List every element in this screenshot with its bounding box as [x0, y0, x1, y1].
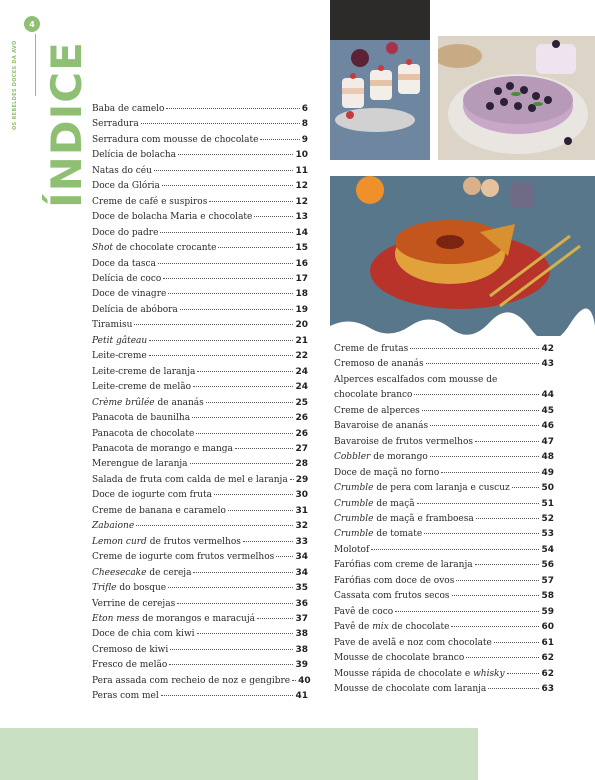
toc-entry[interactable]	[334, 450, 554, 465]
toc-entry-title: Baba de camelo	[92, 104, 165, 114]
toc-entry-title: Leite-creme	[92, 351, 147, 362]
toc-leader-dots	[430, 456, 540, 457]
side-divider	[35, 34, 36, 96]
toc-page-number: 39	[295, 660, 308, 671]
toc-entry[interactable]	[92, 303, 308, 318]
toc-entry-title: Doce de iogurte com fruta	[92, 490, 213, 501]
toc-leader-dots	[452, 595, 540, 596]
toc-entry-title: Petit gâteau	[92, 335, 148, 346]
toc-entry[interactable]	[92, 241, 308, 256]
toc-leader-dots	[178, 154, 293, 155]
toc-entry[interactable]	[92, 442, 308, 457]
toc-page-number: 30	[295, 490, 308, 501]
toc-entry-title: Farófias com creme de laranja	[334, 560, 473, 571]
toc-leader-dots	[170, 649, 293, 650]
toc-entry[interactable]	[334, 404, 554, 419]
toc-left-column	[92, 102, 311, 705]
toc-page-number: 18	[295, 289, 308, 300]
toc-leader-dots	[166, 108, 299, 109]
toc-entry[interactable]	[334, 589, 554, 604]
toc-page-number: 28	[295, 459, 308, 470]
toc-entry[interactable]	[92, 349, 308, 364]
toc-page-number: 61	[541, 637, 554, 648]
toc-page-number: 44	[541, 390, 554, 401]
toc-entry[interactable]	[334, 574, 554, 589]
toc-leader-dots	[149, 340, 293, 341]
toc-entry-title: Panacota de baunilha	[92, 413, 191, 424]
toc-page-number: 42	[541, 344, 554, 354]
toc-entry-title: Merengue de laranja	[92, 459, 188, 470]
toc-leader-dots	[193, 386, 293, 387]
toc-entry-title: Doce de maçã no forno	[334, 467, 440, 478]
toc-page-number: 37	[295, 613, 308, 624]
toc-leader-dots	[257, 618, 293, 619]
toc-leader-dots	[410, 348, 539, 349]
toc-leader-dots	[395, 611, 539, 612]
toc-page-number: 21	[295, 335, 308, 346]
toc-leader-dots	[192, 417, 293, 418]
toc-entry[interactable]	[92, 117, 308, 132]
toc-entry[interactable]	[334, 419, 554, 434]
toc-entry[interactable]	[92, 272, 308, 287]
toc-page-number: 63	[541, 683, 554, 694]
toc-leader-dots	[141, 123, 300, 124]
toc-entry[interactable]	[92, 257, 308, 272]
toc-entry[interactable]	[334, 682, 554, 697]
toc-entry-title: Peras com mel	[92, 691, 159, 702]
toc-page-number: 34	[295, 552, 308, 563]
toc-entry-title: Panacota de chocolate	[92, 428, 195, 439]
toc-leader-dots	[161, 695, 294, 696]
toc-entry[interactable]	[92, 519, 308, 534]
toc-leader-dots	[254, 216, 293, 217]
toc-page-number: 12	[295, 181, 308, 192]
toc-entry-title: Bavaroise de ananás	[334, 421, 429, 432]
toc-entry-title: Farófias com doce de ovos	[334, 575, 455, 586]
toc-entry-title: Pavê de coco	[334, 606, 394, 617]
toc-entry[interactable]	[92, 488, 308, 503]
toc-entry-title: Mousse rápida de chocolate e whisky	[334, 668, 505, 679]
toc-page-number: 53	[541, 529, 554, 540]
toc-entry-title: Creme de banana e caramelo	[92, 505, 226, 516]
toc-entry[interactable]	[92, 287, 308, 302]
toc-page-number: 9	[301, 134, 308, 145]
toc-entry-title: Doce do padre	[92, 227, 159, 238]
toc-page-number: 59	[541, 606, 554, 617]
toc-page-number: 58	[541, 591, 554, 602]
toc-leader-dots	[456, 580, 539, 581]
toc-page-number: 52	[541, 513, 554, 524]
toc-entry-title: chocolate branco	[334, 390, 413, 401]
toc-entry-title: Lemon curd de frutos vermelhos	[92, 536, 241, 547]
toc-entry[interactable]	[92, 535, 308, 550]
toc-entry[interactable]	[334, 558, 554, 573]
toc-entry-title: Delícia de coco	[92, 273, 162, 284]
toc-entry-title: Cremoso de ananás	[334, 359, 424, 370]
toc-entry[interactable]	[92, 396, 308, 411]
toc-entry[interactable]	[92, 148, 308, 163]
toc-page-number: 49	[541, 467, 554, 478]
toc-leader-dots	[292, 680, 296, 681]
toc-leader-dots	[235, 448, 294, 449]
toc-leader-dots	[441, 472, 539, 473]
toc-leader-dots	[149, 355, 294, 356]
toc-leader-dots	[197, 633, 294, 634]
flan-pudding-photo	[330, 176, 595, 336]
toc-page-number: 19	[295, 304, 308, 315]
toc-leader-dots	[414, 394, 539, 395]
toc-leader-dots	[134, 324, 293, 325]
toc-page-number: 57	[541, 575, 554, 586]
toc-entry[interactable]	[92, 627, 308, 642]
toc-leader-dots	[196, 433, 293, 434]
toc-entry[interactable]	[334, 497, 554, 512]
toc-entry[interactable]	[92, 597, 308, 612]
toc-entry-title: Verrine de cerejas	[92, 598, 176, 609]
toc-page-number: 6	[301, 104, 308, 114]
toc-entry-title: Cremoso de kiwi	[92, 644, 169, 655]
toc-page-number: 40	[298, 675, 311, 686]
toc-entry[interactable]	[92, 658, 308, 673]
toc-entry-title: Delícia de bolacha	[92, 150, 177, 161]
toc-page-number: 38	[295, 644, 308, 655]
toc-entry[interactable]	[92, 566, 308, 581]
toc-page-number: 29	[295, 474, 309, 485]
toc-page-number: 32	[295, 521, 308, 532]
footer-band	[0, 728, 478, 780]
toc-entry[interactable]	[92, 133, 308, 148]
toc-entry[interactable]	[92, 643, 308, 658]
toc-entry[interactable]	[334, 543, 554, 558]
toc-entry[interactable]	[92, 504, 308, 519]
toc-entry[interactable]	[92, 210, 308, 225]
toc-entry-title: Doce da Glória	[92, 181, 160, 192]
berry-cheesecake-photo	[438, 36, 595, 160]
toc-entry[interactable]	[334, 373, 554, 388]
toc-leader-dots	[180, 309, 294, 310]
toc-entry-title: Leite-creme de laranja	[92, 366, 196, 377]
toc-entry[interactable]	[92, 674, 311, 689]
toc-entry-title: Doce de bolacha Maria e chocolate	[92, 212, 253, 223]
toc-entry-title: Delícia de abóbora	[92, 304, 178, 315]
toc-page-number: 47	[541, 436, 554, 447]
toc-leader-dots	[193, 572, 293, 573]
toc-entry-title: Crumble de pera com laranja e cuscuz	[334, 483, 510, 494]
toc-page-number: 14	[295, 227, 308, 238]
toc-leader-dots	[169, 664, 293, 665]
toc-page-number: 45	[541, 405, 554, 416]
toc-page-number: 50	[541, 483, 554, 494]
toc-page-number: 62	[541, 653, 554, 664]
toc-page-number: 34	[295, 567, 308, 578]
toc-page-number: 26	[295, 428, 308, 439]
toc-entry[interactable]	[92, 473, 308, 488]
toc-entry-title: Crème brûlée de ananás	[92, 397, 204, 408]
page-number-badge: 4	[24, 16, 40, 32]
toc-entry-title: Cheesecake de cereja	[92, 567, 192, 578]
toc-page-number: 24	[295, 382, 308, 393]
toc-page-number: 12	[295, 196, 308, 207]
toc-entry-title: Creme de alperces	[334, 405, 420, 416]
toc-entry[interactable]	[92, 226, 308, 241]
toc-entry[interactable]	[92, 365, 308, 380]
toc-page-number: 27	[295, 443, 308, 454]
toc-entry[interactable]	[92, 195, 308, 210]
toc-entry-title: Pave de avelã e noz com chocolate	[334, 637, 492, 648]
toc-leader-dots	[158, 263, 294, 264]
toc-leader-dots	[197, 371, 293, 372]
toc-leader-dots	[371, 549, 539, 550]
dessert-cups-photo	[330, 0, 430, 160]
toc-entry[interactable]	[334, 466, 554, 481]
toc-entry-title: Leite-creme de melão	[92, 382, 192, 393]
index-title: ÍNDICE	[42, 41, 91, 208]
toc-entry-title: Serradura	[92, 119, 139, 130]
toc-entry[interactable]	[334, 481, 554, 496]
toc-leader-dots	[260, 139, 299, 140]
toc-entry-title: Shot de chocolate crocante	[92, 243, 217, 254]
toc-leader-dots	[228, 510, 294, 511]
toc-entry[interactable]	[92, 164, 308, 179]
toc-page-number: 26	[295, 413, 308, 424]
toc-page-number: 62	[541, 668, 554, 679]
toc-page-number: 43	[541, 359, 554, 370]
toc-leader-dots	[163, 278, 293, 279]
toc-entry[interactable]	[334, 651, 554, 666]
toc-entry-title: Crumble de tomate	[334, 529, 423, 540]
toc-page-number: 31	[295, 505, 308, 516]
toc-entry-title: Fresco de melão	[92, 660, 168, 671]
toc-leader-dots	[422, 410, 540, 411]
toc-entry[interactable]	[334, 357, 554, 372]
toc-entry[interactable]	[92, 334, 308, 349]
toc-page-number: 17	[295, 273, 308, 284]
toc-page-number: 13	[295, 212, 308, 223]
toc-entry[interactable]	[92, 581, 308, 596]
toc-page-number: 24	[295, 366, 308, 377]
toc-page-number: 51	[541, 498, 554, 509]
toc-entry-title: Creme de café e suspiros	[92, 196, 208, 207]
running-header: OS REBELDES DOCES DA AVÓ	[12, 40, 18, 130]
toc-entry-title: Panacota de morango e manga	[92, 443, 233, 454]
toc-leader-dots	[426, 363, 540, 364]
toc-page-number: 41	[295, 691, 308, 702]
toc-leader-dots	[475, 441, 539, 442]
toc-entry[interactable]	[92, 689, 308, 704]
toc-page-number: 46	[541, 421, 554, 432]
toc-entry[interactable]	[92, 179, 308, 194]
toc-entry[interactable]	[92, 102, 308, 117]
toc-entry-title: Creme de frutas	[334, 344, 409, 354]
toc-entry[interactable]	[334, 636, 554, 651]
toc-entry-title: Eton mess de morangos e maracujá	[92, 613, 256, 624]
toc-entry-title: Trifle do bosque	[92, 583, 167, 594]
toc-entry-title: Zabaione	[92, 521, 135, 532]
toc-entry-title: Molotof	[334, 544, 370, 555]
toc-page-number: 35	[295, 583, 308, 594]
toc-leader-dots	[243, 541, 294, 542]
toc-entry-title: Salada de fruta com calda de mel e laranja	[92, 474, 288, 485]
toc-leader-dots	[160, 232, 293, 233]
toc-entry[interactable]	[334, 342, 554, 357]
toc-leader-dots	[209, 201, 293, 202]
toc-entry-title: Bavaroise de frutos vermelhos	[334, 436, 474, 447]
toc-page-number: 33	[295, 536, 308, 547]
toc-entry[interactable]	[92, 427, 308, 442]
toc-entry[interactable]	[334, 620, 554, 635]
toc-entry-title: Cobbler de morango	[334, 452, 428, 463]
toc-entry-title: Doce da tasca	[92, 258, 156, 269]
toc-leader-dots	[424, 533, 539, 534]
toc-leader-dots	[451, 626, 539, 627]
toc-right-column	[334, 342, 554, 697]
toc-entry-title: Cassata com frutos secos	[334, 591, 450, 602]
toc-page-number: 11	[295, 165, 308, 176]
toc-entry-title: Tiramisu	[92, 320, 133, 331]
toc-leader-dots	[476, 518, 540, 519]
toc-leader-dots	[466, 657, 539, 658]
toc-page-number: 22	[295, 351, 308, 362]
toc-page-number: 25	[295, 397, 308, 408]
toc-entry[interactable]	[92, 318, 308, 333]
toc-leader-dots	[417, 503, 540, 504]
toc-page-number: 54	[541, 544, 554, 555]
toc-entry-title: Crumble de maçã	[334, 498, 415, 509]
toc-entry[interactable]	[92, 550, 308, 565]
toc-entry[interactable]	[92, 411, 308, 426]
toc-entry-title: Pera assada com recheio de noz e gengibre	[92, 675, 291, 686]
toc-page-number: 8	[301, 119, 308, 130]
toc-page-number: 48	[541, 452, 554, 463]
toc-entry-title: Doce de chia com kiwi	[92, 629, 195, 640]
toc-entry[interactable]	[334, 435, 554, 450]
toc-leader-dots	[168, 587, 293, 588]
toc-leader-dots	[430, 425, 539, 426]
toc-entry-title: Creme de iogurte com frutos vermelhos	[92, 552, 275, 563]
toc-leader-dots	[136, 525, 293, 526]
toc-page-number: 36	[295, 598, 308, 609]
toc-entry[interactable]	[92, 457, 308, 472]
toc-leader-dots	[190, 463, 294, 464]
toc-page-number: 10	[295, 150, 308, 161]
toc-entry-title: Mousse de chocolate branco	[334, 653, 465, 664]
toc-leader-dots	[475, 564, 540, 565]
toc-leader-dots	[214, 494, 293, 495]
toc-leader-dots	[494, 642, 540, 643]
toc-entry[interactable]	[92, 612, 308, 627]
toc-leader-dots	[168, 293, 293, 294]
toc-leader-dots	[154, 170, 294, 171]
toc-page-number: 15	[295, 243, 308, 254]
toc-entry[interactable]	[334, 388, 554, 403]
toc-entry[interactable]	[334, 527, 554, 542]
toc-leader-dots	[218, 247, 293, 248]
toc-leader-dots	[488, 688, 539, 689]
toc-leader-dots	[507, 673, 540, 674]
toc-leader-dots	[512, 487, 540, 488]
toc-entry-title: Crumble de maçã e framboesa	[334, 513, 474, 524]
toc-entry[interactable]	[334, 605, 554, 620]
toc-page-number: 16	[295, 258, 308, 269]
toc-entry[interactable]	[92, 380, 308, 395]
toc-leader-dots	[177, 603, 293, 604]
toc-leader-dots	[162, 185, 294, 186]
toc-leader-dots	[290, 479, 294, 480]
toc-page-number: 20	[295, 320, 308, 331]
toc-entry[interactable]	[334, 512, 554, 527]
toc-entry-title: Alperces escalfados com mousse de	[334, 374, 498, 385]
toc-page-number: 38	[295, 629, 308, 640]
toc-page-number: 56	[541, 560, 554, 571]
toc-entry-title: Pavê de mix de chocolate	[334, 622, 450, 633]
toc-entry-title: Natas do céu	[92, 165, 152, 176]
toc-entry-title: Doce de vinagre	[92, 289, 167, 300]
toc-page-number: 60	[541, 622, 554, 633]
toc-leader-dots	[276, 556, 293, 557]
toc-entry[interactable]	[334, 667, 554, 682]
toc-leader-dots	[206, 402, 294, 403]
toc-entry-title: Serradura com mousse de chocolate	[92, 134, 259, 145]
toc-entry-title: Mousse de chocolate com laranja	[334, 683, 487, 694]
